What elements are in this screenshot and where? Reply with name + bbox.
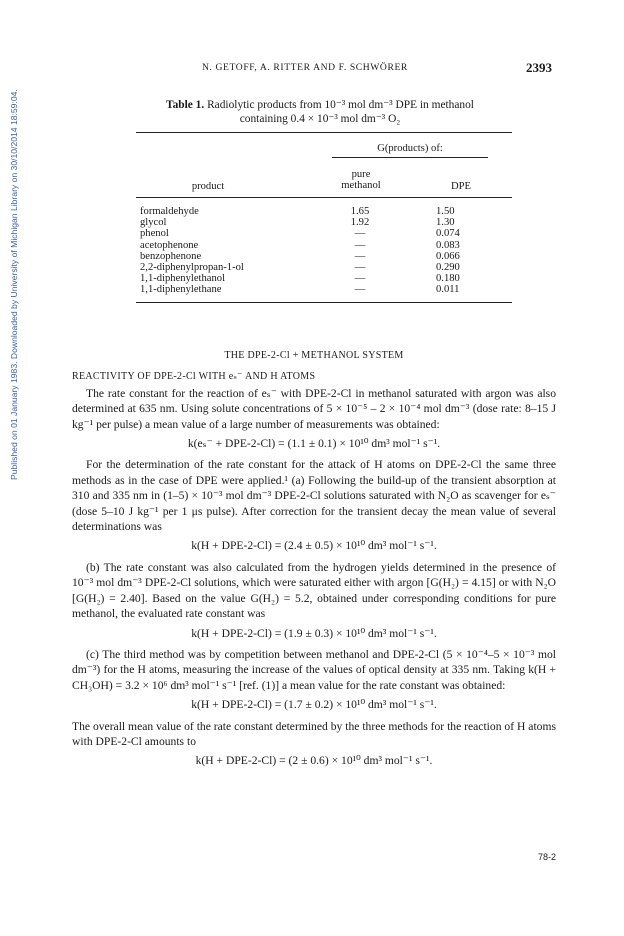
col-header-methanol-line1: pure (351, 169, 371, 180)
cell-dpe: 0.290 (436, 261, 460, 273)
cell-methanol: — (354, 261, 366, 273)
cell-methanol: 1.65 (350, 206, 370, 217)
cell-product: glycol (140, 217, 167, 229)
caption-line-1: Radiolytic products from 10⁻³ mol dm⁻³ DPE in methanol (207, 99, 474, 111)
paragraph-1: The rate constant for the reaction of eₛ⁻ with DPE-2-Cl in methanol saturated with argon was also determined at 635 nm. Using solute concentrations of 5 × 10⁻⁵ – 2 × 10⁻⁴ mol dm⁻³ (dose rate: 8–15 J kg⁻¹ per pulse) a mean value of a large number of measurements was obtained: (72, 386, 556, 431)
paragraph-2: For the determination of the rate constant for the attack of H atoms on DPE-2-Cl the same three methods as in the case of DPE were applied.¹ (a) Following the build-up of the transient absorption at 310 and 335 nm in (1–5) × 10⁻³ mol dm⁻³ DPE-2-Cl solutions saturated with N₂O as scavenger for eₛ⁻ (dose 5–10 J kg⁻¹ per 1 μs pulse). After correction for the transient decay the mean value of several determinations was (72, 458, 556, 534)
equation-4: k(H + DPE-2-Cl) = (1.7 ± 0.2) × 10¹⁰ dm³ mol⁻¹ s⁻¹. (191, 698, 437, 712)
cell-methanol: — (354, 250, 366, 262)
cell-product: 1,1-diphenylethane (140, 284, 222, 296)
equation-1: k(eₛ⁻ + DPE-2-Cl) = (1.1 ± 0.1) × 10¹⁰ dm³ mol⁻¹ s⁻¹. (187, 437, 441, 451)
caption-line-2: containing 0.4 × 10⁻³ mol dm⁻³ O₂ (239, 113, 401, 125)
cell-product: acetophenone (140, 239, 199, 251)
paragraph-3: (b) The rate constant was also calculated from the hydrogen yields determined in the presence of 10⁻³ mol dm⁻³ DPE-2-Cl solutions, which were saturated either with argon [G(H₂) = 4.15] or with N₂O [G(H₂) = 2.40]. Based on the value G(H₂) = 5.2, obtained under corresponding conditions for pure methanol, the evaluated rate constant was (72, 560, 556, 621)
cell-dpe: 0.011 (436, 284, 460, 296)
table-row (136, 217, 512, 228)
cell-product: 1,1-diphenylethanol (140, 273, 226, 285)
table-caption (120, 98, 520, 126)
table-row (136, 240, 512, 251)
cell-product: formaldehyde (140, 206, 199, 217)
subsection-title: REACTIVITY OF DPE-2-Cl WITH eₛ⁻ AND H ATOMS (72, 371, 316, 383)
cell-dpe: 1.30 (436, 217, 455, 229)
cell-dpe: 0.074 (436, 228, 460, 240)
equation-5: k(H + DPE-2-Cl) = (2 ± 0.6) × 10¹⁰ dm³ mol⁻¹ s⁻¹. (195, 754, 433, 768)
table-header (136, 133, 512, 197)
cell-product: 2,2-diphenylpropan-1-ol (140, 261, 244, 273)
cell-product: benzophenone (140, 250, 202, 262)
running-header (104, 62, 552, 78)
cell-methanol: — (354, 273, 366, 285)
cell-dpe: 0.180 (436, 273, 460, 285)
table-row (136, 262, 512, 273)
table-row (136, 273, 512, 284)
article-body (72, 348, 556, 775)
page-number: 2393 (526, 60, 552, 75)
table-label: Table 1. (166, 99, 205, 111)
download-watermark (0, 60, 19, 480)
table-row (136, 228, 512, 239)
cell-methanol: 1.92 (350, 217, 370, 229)
paragraph-4: (c) The third method was by competition between methanol and DPE-2-Cl (5 × 10⁻⁴–5 × 10⁻³ mol dm⁻³) for the H atoms, measuring the increase of the values of optical density at 335 nm. Taking k(H + CH₃OH) = 3.2 × 10⁶ dm³ mol⁻¹ s⁻¹ [ref. (1)] a mean value for the rate constant was obtained: (72, 647, 556, 692)
cell-methanol: — (354, 284, 366, 296)
col-header-methanol-line2: methanol (341, 180, 381, 191)
group-header: G(products) of: (377, 143, 443, 154)
col-header-methanol (326, 169, 396, 191)
col-header-product: product (191, 181, 225, 192)
table-row (136, 251, 512, 262)
col-header-dpe: DPE (450, 181, 471, 192)
paragraph-5: The overall mean value of the rate constant determined by the three methods for the reaction of H atoms with DPE-2-Cl amounts to (72, 719, 556, 748)
download-note: Published on 01 January 1983. Downloaded by University of Michigan Library on 30/10/2014 18:59:04. (9, 89, 19, 480)
cell-dpe: 0.066 (436, 250, 460, 262)
cell-methanol: — (354, 228, 366, 240)
results-table (136, 132, 512, 303)
page-footer-code: 78-2 (537, 852, 556, 862)
table-body (136, 198, 512, 302)
table-bottom-rule (136, 302, 512, 303)
cell-product: phenol (140, 228, 169, 240)
equation-2: k(H + DPE-2-Cl) = (2.4 ± 0.5) × 10¹⁰ dm³ mol⁻¹ s⁻¹. (191, 539, 437, 553)
cell-methanol: — (354, 239, 366, 251)
section-title: THE DPE-2-Cl + METHANOL SYSTEM (224, 350, 404, 361)
table-row (136, 206, 512, 217)
group-rule (332, 157, 488, 158)
running-authors: N. GETOFF, A. RITTER AND F. SCHWÖRER (202, 62, 408, 73)
cell-dpe: 0.083 (436, 239, 460, 251)
cell-dpe: 1.50 (436, 206, 455, 217)
equation-3: k(H + DPE-2-Cl) = (1.9 ± 0.3) × 10¹⁰ dm³ mol⁻¹ s⁻¹. (191, 626, 437, 640)
table-row (136, 284, 512, 295)
